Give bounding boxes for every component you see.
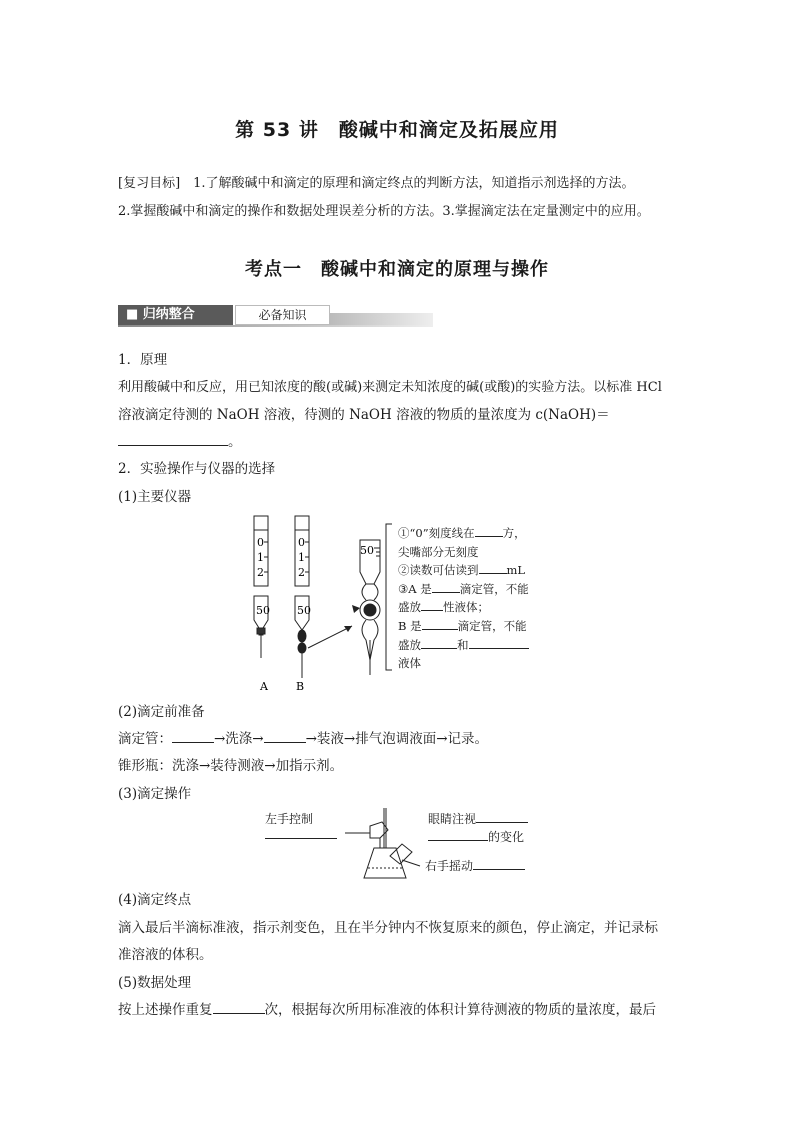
blank-b-liquid-2: [469, 636, 529, 649]
left-hand-label: 左手控制: [265, 812, 314, 826]
data-line-1: 按上述操作重复 次，根据每次所用标准液的体积计算待测液的物质的量浓度，最后: [118, 1002, 656, 1018]
heading-instruments: (1)主要仪器: [118, 489, 192, 505]
tick-1-a: 1: [257, 551, 264, 564]
magnified-arrow: [352, 605, 360, 613]
tick-2-a: 2: [257, 566, 264, 579]
blank-precision: [479, 561, 507, 574]
heading-data-processing: (5)数据处理: [118, 975, 192, 991]
blank-eye: [476, 810, 528, 823]
knowledge-tag: 必备知识: [235, 305, 330, 325]
prep-flask: 锥形瓶：洗涤→装待测液→加指示剂。: [118, 758, 344, 774]
heading-principle: 1．原理: [118, 352, 168, 368]
summary-tag: ■ 归纳整合: [118, 305, 233, 325]
brace: [386, 524, 392, 670]
endpoint-line-2: 准溶液的体积。: [118, 947, 213, 963]
period: 。: [228, 434, 242, 450]
section-title: 考点一 酸碱中和滴定的原理与操作: [245, 259, 549, 280]
note-5: 盛放 性液体；: [398, 600, 489, 615]
principle-line-3: [118, 430, 242, 450]
heading-endpoint: (4)滴定终点: [118, 892, 192, 908]
note-8: 液体: [398, 656, 421, 671]
blank-change: [428, 828, 488, 841]
tick-1-b: 1: [298, 551, 305, 564]
right-hand-label: 右手摇动: [425, 857, 525, 874]
tick-2-b: 2: [298, 566, 305, 579]
tick-50-b: 50: [297, 604, 311, 617]
blank-step-2: [264, 730, 306, 743]
heading-operation: 2．实验操作与仪器的选择: [118, 461, 276, 477]
blank-b-liquid-1: [421, 636, 457, 649]
tick-0-a: 0: [257, 536, 264, 549]
blank-burette-b-type: [422, 617, 458, 630]
tick-0-b: 0: [298, 536, 305, 549]
note-1: ①“0”刻度线在 方，: [398, 526, 526, 540]
answer-blank: [118, 433, 228, 446]
review-goal-line-1: [复习目标] 1.了解酸碱中和滴定的原理和滴定终点的判断方法，知道指示剂选择的方法。: [118, 176, 635, 191]
blank-burette-a-type: [432, 580, 460, 593]
note-6: B 是 滴定管，不能: [398, 618, 527, 633]
heading-preparation: (2)滴定前准备: [118, 704, 205, 720]
principle-line-1: 利用酸碱中和反应，用已知浓度的酸(或碱)来测定未知浓度的碱(或酸)的实验方法。以标准 HCl: [118, 380, 662, 395]
endpoint-line-1: 滴入最后半滴标准液，指示剂变色，且在半分钟内不恢复原来的颜色，停止滴定，并记录标: [118, 920, 658, 936]
burette-b-magnified: [360, 540, 380, 675]
burette-notes: [398, 524, 529, 673]
label-a: A: [260, 680, 268, 693]
tick-50-a: 50: [256, 604, 270, 617]
section-bar: [118, 305, 433, 327]
page-title: 第 53 讲 酸碱中和滴定及拓展应用: [235, 119, 559, 141]
note-4: ③A 是 滴定管，不能: [398, 581, 529, 596]
blank-zero-position: [475, 524, 503, 537]
blank-left-hand: [265, 838, 337, 839]
note-7: 盛放 和: [398, 636, 529, 655]
review-goal-line-2: 2.掌握酸碱中和滴定的操作和数据处理误差分析的方法。3.掌握滴定法在定量测定中的应用。: [118, 204, 650, 219]
heading-titration-operation: (3)滴定操作: [118, 786, 192, 802]
pointer-line: [308, 626, 352, 648]
blank-right-hand: [473, 857, 525, 870]
note-3: ②读数可估读到 mL: [398, 563, 526, 578]
change-label: 的变化: [428, 828, 524, 845]
bar-underline: [118, 325, 433, 327]
blank-step-1: [172, 730, 214, 743]
eye-label: 眼睛注视: [428, 810, 528, 827]
tick-50-magnified: 50: [360, 544, 374, 557]
principle-line-2: 溶液滴定待测的 NaOH 溶液，待测的 NaOH 溶液的物质的量浓度为 c(NaOH)＝: [118, 407, 610, 423]
bar-decoration: [330, 313, 433, 325]
blank-a-liquid: [421, 598, 443, 611]
prep-burette: 滴定管： →洗涤→ →装液→排气泡调液面→记录。: [118, 731, 489, 747]
blank-repeat-times: [213, 1001, 265, 1014]
note-2: 尖嘴部分无刻度: [398, 544, 479, 559]
label-b: B: [296, 680, 305, 693]
